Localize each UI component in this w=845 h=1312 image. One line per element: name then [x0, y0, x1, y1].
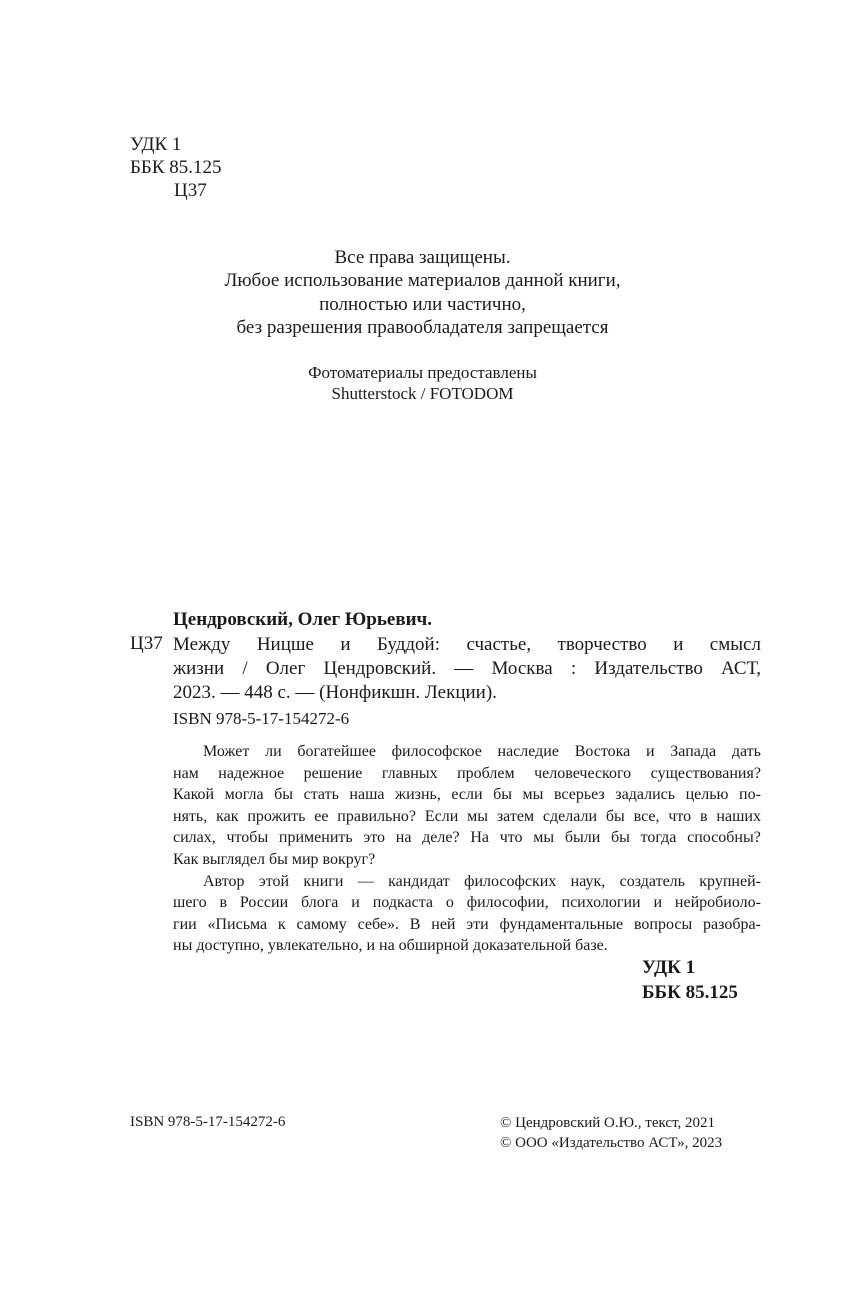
word: надежное [218, 764, 285, 782]
word: ней [431, 915, 456, 933]
word: могла [224, 786, 264, 804]
word: бы [610, 829, 630, 847]
copyright-text: © Цендровский О.Ю., текст, 2021 [500, 1115, 716, 1131]
word: дать [731, 743, 761, 760]
word: ее [314, 807, 329, 825]
word: вопросы [633, 915, 693, 933]
word: деле? [422, 829, 460, 847]
word: творчество [557, 634, 647, 655]
word: самому [296, 915, 347, 933]
word: о [445, 894, 454, 912]
word: сделали [542, 807, 598, 825]
word: и [340, 634, 351, 655]
word: Олег [265, 658, 306, 679]
word: России [239, 894, 289, 912]
footer-isbn: ISBN 978-5-17-154272-6 [130, 1114, 286, 1130]
bbk-code-bold: ББК 85.125 [642, 982, 738, 1003]
copyright-block [500, 1114, 722, 1153]
annotation-line [173, 784, 761, 806]
word: применить [278, 829, 353, 847]
word: наследие [497, 743, 559, 760]
rights-line: Все права защищены. [334, 247, 511, 268]
word: бы [605, 807, 625, 825]
annotation-line [173, 763, 761, 785]
word: что [668, 807, 692, 825]
word: «Письма [207, 915, 268, 933]
rights-notice [0, 246, 845, 339]
annotation-line [173, 914, 761, 936]
word: и [351, 894, 360, 912]
author-mark: Ц37 [174, 180, 207, 201]
word: Буддой: [376, 634, 441, 655]
word: Между [173, 634, 231, 655]
word: мы [533, 829, 555, 847]
word: человеческого [534, 764, 632, 782]
photo-credit-line: Shutterstock / FOTODOM [331, 384, 514, 403]
word: философии, [466, 894, 549, 912]
annotation-line [173, 892, 761, 914]
annotation-line [173, 871, 761, 893]
word: нять, [173, 807, 208, 825]
word: жизни [173, 658, 225, 679]
annotation-line [173, 806, 761, 828]
word: наук, [570, 872, 606, 890]
description-line [173, 657, 761, 681]
word: ли [265, 743, 282, 760]
annotation-line [173, 741, 761, 763]
word: Может [203, 743, 250, 760]
word: к [277, 915, 286, 933]
word: создатель [619, 872, 685, 890]
catalog-author: Цендровский, Олег Юрьевич. [173, 609, 432, 630]
word: Какой [173, 786, 215, 804]
word: Цендровский. [323, 658, 437, 679]
word: нам [173, 764, 199, 782]
word: эти [466, 915, 489, 933]
word: бы [274, 786, 294, 804]
word: Автор [203, 872, 245, 890]
word: АСТ, [721, 658, 761, 679]
word: жизнь, [395, 786, 441, 804]
udk-code: УДК 1 [130, 134, 182, 155]
word: силах, [173, 829, 216, 847]
word: : [570, 658, 577, 679]
catalog-description [173, 633, 761, 705]
word: В [409, 915, 421, 933]
word: наша [349, 786, 385, 804]
word: чтобы [226, 829, 269, 847]
word: стать [303, 786, 339, 804]
word: мы [522, 786, 544, 804]
word: если [451, 786, 483, 804]
word: в [219, 894, 228, 912]
word: тогда [640, 829, 677, 847]
word: правильно? [337, 807, 417, 825]
rights-line: полностью или частично, [319, 293, 526, 315]
word: фундаментальные [499, 915, 624, 933]
word: Москва [491, 658, 553, 679]
udk-code-bold: УДК 1 [642, 957, 696, 978]
word: прожить [247, 807, 306, 825]
word: На [470, 829, 489, 847]
word: себе». [357, 915, 400, 933]
word: всерьез [553, 786, 605, 804]
word: нейробиоло- [674, 894, 761, 912]
word: целью [685, 786, 729, 804]
word: мы [467, 807, 488, 825]
word: Ницше [256, 634, 314, 655]
word: книги [303, 872, 344, 890]
word: как [216, 807, 239, 825]
word: существования? [650, 764, 761, 782]
bottom-codes [642, 955, 738, 1005]
rights-line: без разрешения правообладателя запрещается [236, 316, 609, 338]
word: философских [464, 872, 557, 890]
word: и [653, 894, 663, 912]
word: блога [301, 894, 339, 912]
word: / [242, 658, 248, 679]
word: по- [739, 786, 761, 804]
catalog-cipher: Ц37 [130, 633, 163, 654]
word: — [357, 872, 374, 890]
word: в [700, 807, 708, 825]
word: смысл [709, 634, 761, 655]
rights-line: Любое использование материалов данной книги, [224, 270, 621, 292]
word: и [646, 743, 655, 760]
word: были [564, 829, 601, 847]
word: разобра- [702, 915, 761, 933]
copyright-publisher: © ООО «Издательство АСТ», 2023 [500, 1134, 723, 1151]
word: подкаста [372, 894, 433, 912]
word: проблем [457, 764, 515, 782]
word: наших [716, 807, 761, 825]
word: Востока [574, 743, 631, 760]
word: крупней- [699, 872, 761, 890]
header-codes [130, 133, 222, 202]
word: бы [493, 786, 512, 804]
word: на [395, 829, 412, 847]
word: гии [173, 915, 197, 933]
word: все, [633, 807, 660, 825]
catalog-isbn: ISBN 978-5-17-154272-6 [173, 709, 350, 728]
annotation-line: ны доступно, увлекательно, и на обширной доказательной базе. [173, 937, 608, 955]
word: кандидат [388, 872, 450, 890]
word: что [499, 829, 523, 847]
annotation [173, 741, 761, 957]
description-line: 2023. — 448 с. — (Нонфикшн. Лекции). [173, 682, 497, 703]
photo-credit [0, 362, 845, 404]
word: способны? [687, 829, 761, 847]
bbk-code: ББК 85.125 [130, 157, 222, 178]
word: богатейшее [297, 743, 376, 760]
annotation-line [173, 827, 761, 849]
word: психологии [561, 894, 641, 912]
word: философское [391, 743, 482, 760]
annotation-line: Как выглядел бы мир вокруг? [173, 850, 376, 868]
word: решение [303, 764, 363, 782]
word: Если [424, 807, 459, 825]
word: и [673, 634, 684, 655]
word: затем [496, 807, 535, 825]
description-line [173, 633, 761, 657]
word: это [363, 829, 386, 847]
word: Издательство [594, 658, 703, 679]
word: главных [381, 764, 438, 782]
word: — [454, 658, 474, 679]
photo-credit-line: Фотоматериалы предоставлены [308, 363, 537, 382]
word: счастье, [466, 634, 532, 655]
word: шего [173, 894, 207, 912]
word: задались [615, 786, 676, 804]
word: Запада [670, 743, 717, 760]
word: этой [258, 872, 290, 890]
